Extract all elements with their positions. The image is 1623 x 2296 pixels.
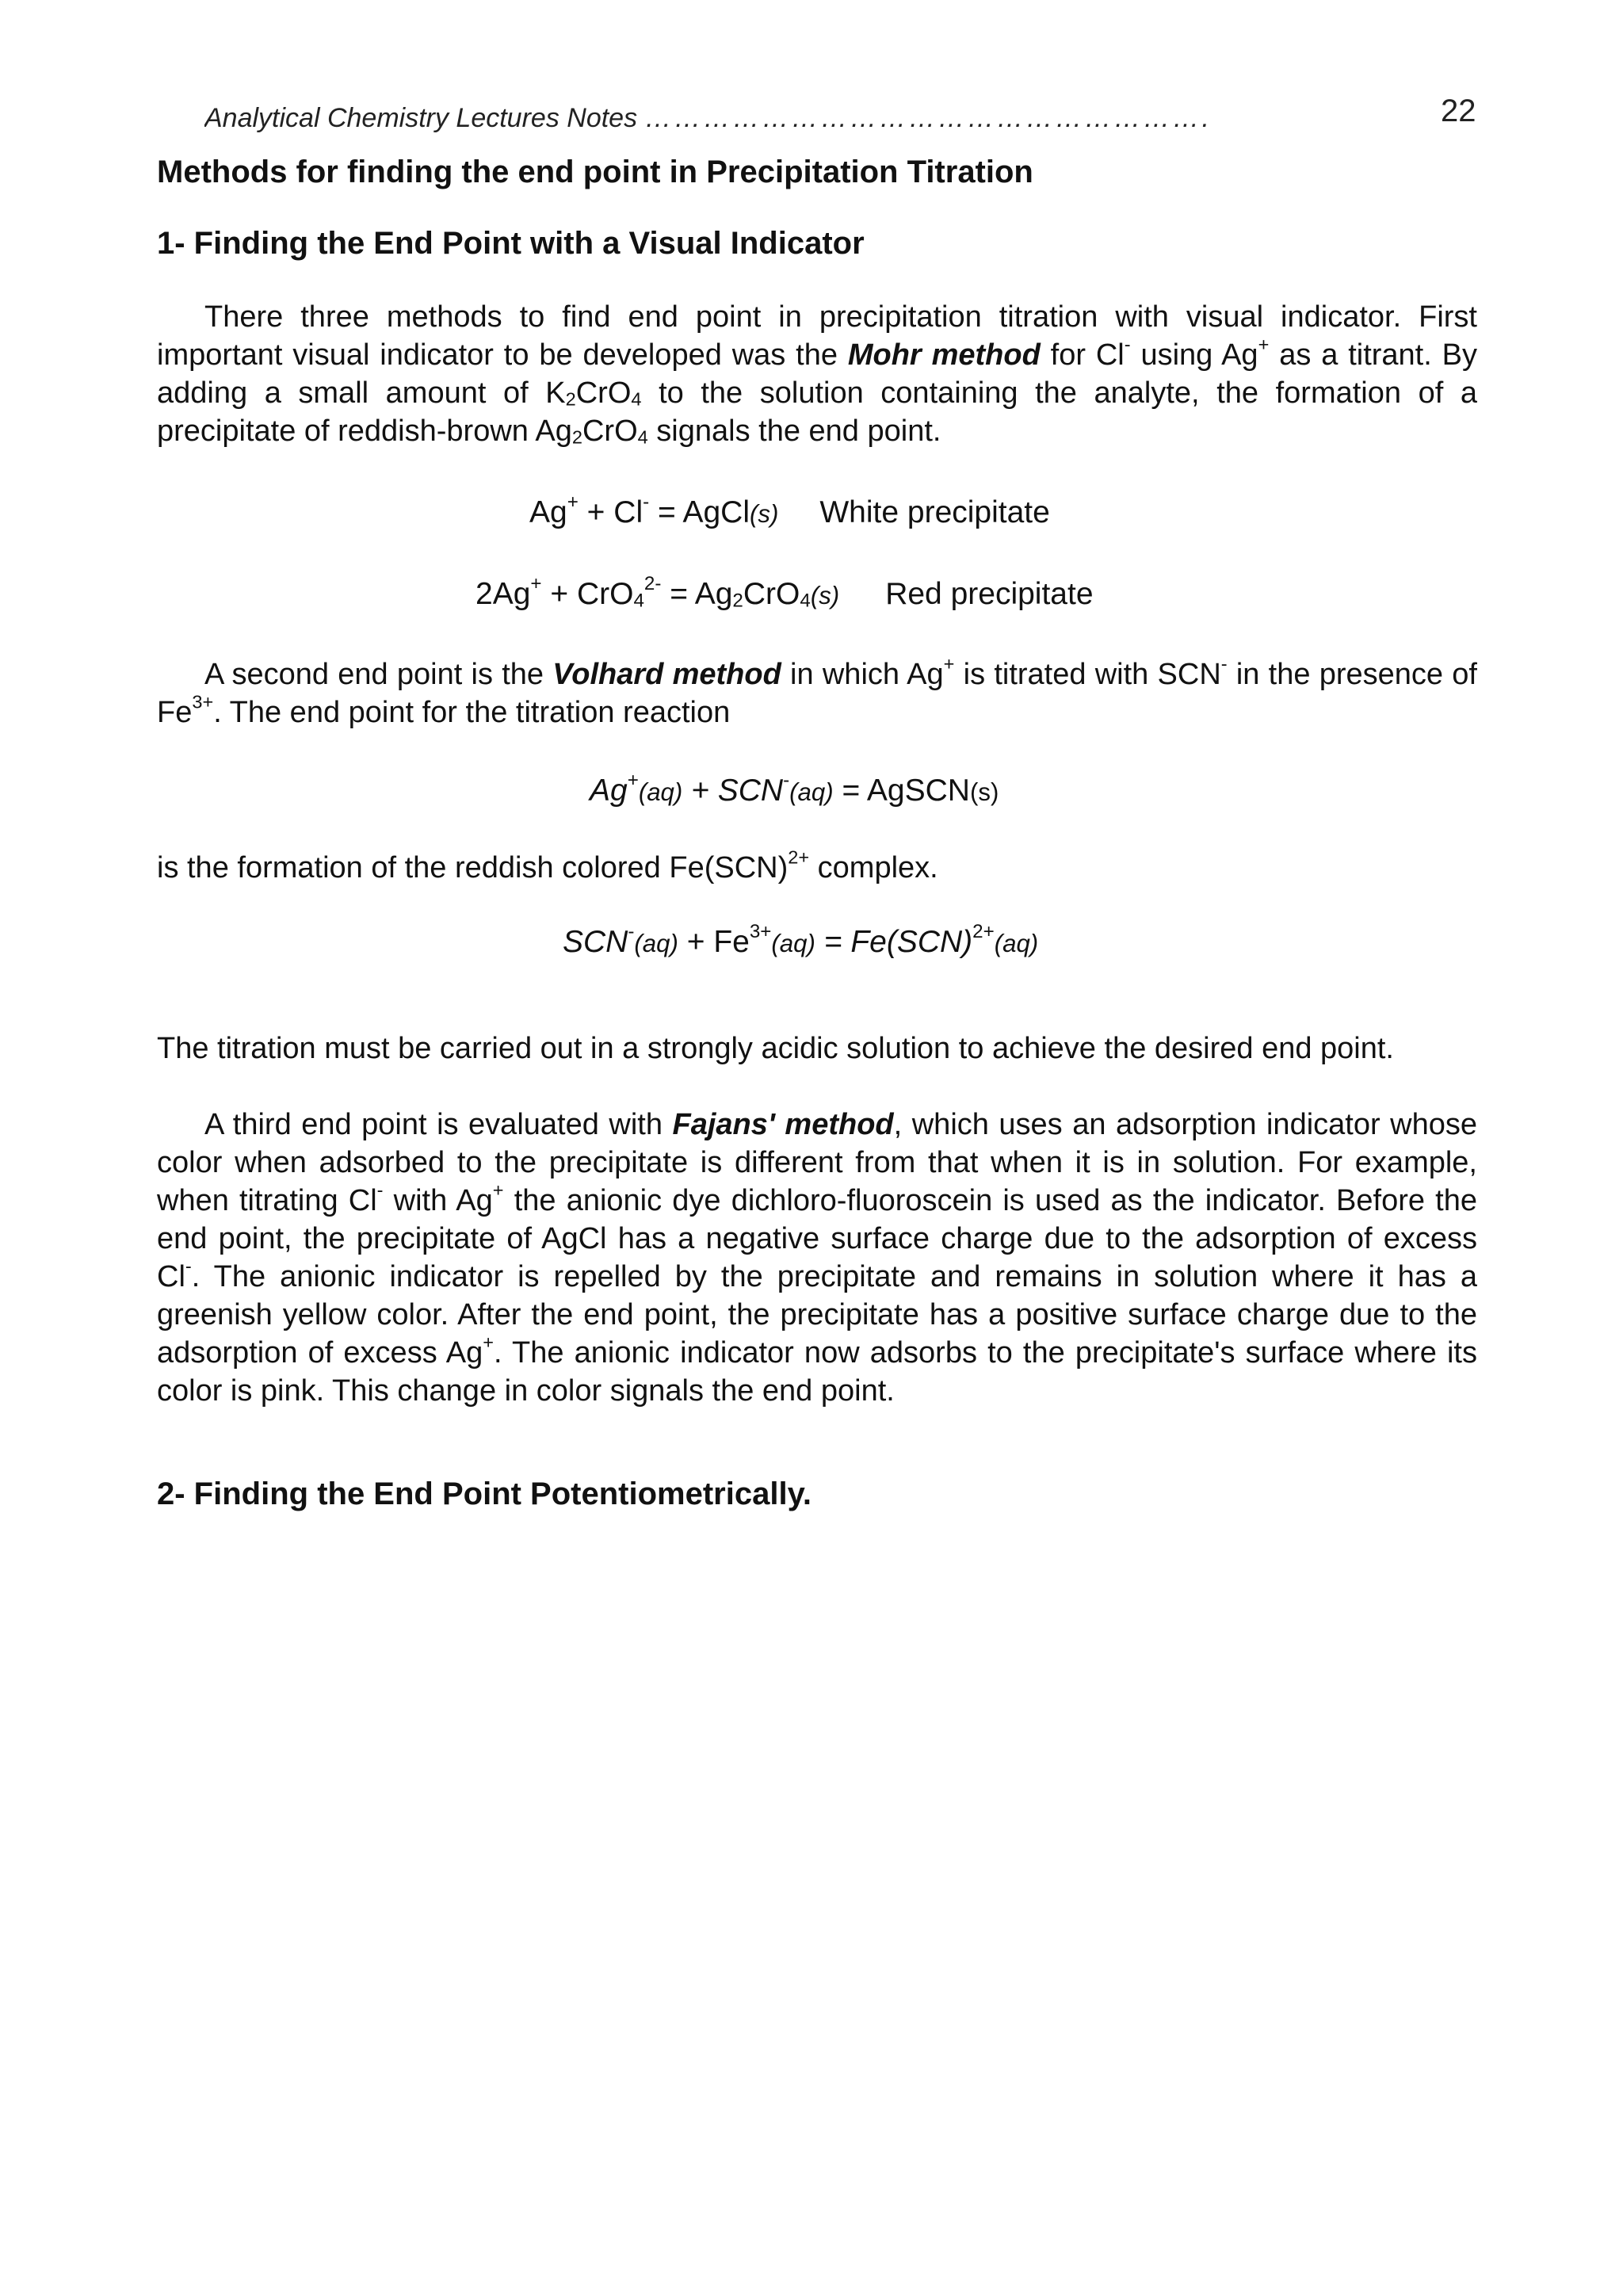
text: using Ag xyxy=(1130,338,1258,372)
superscript: - xyxy=(628,920,635,942)
superscript: 2+ xyxy=(972,920,995,942)
superscript: - xyxy=(185,1255,192,1277)
paragraph-fajans xyxy=(157,1106,1477,1410)
text: . The end point for the titration reaction xyxy=(213,696,731,729)
superscript: - xyxy=(1220,653,1228,674)
eq-term: + Fe xyxy=(678,925,750,959)
mohr-method-term: Mohr method xyxy=(847,338,1041,372)
volhard-method-term: Volhard method xyxy=(552,658,781,691)
fajans-method-term: Fajans' method xyxy=(672,1108,894,1141)
text: . The anionic indicator now adsorbs to the precipitate's surface where its color is pink. This change in color signals the end point. xyxy=(157,1336,1477,1408)
eq-term: = AgSCN xyxy=(833,774,970,808)
white-precipitate-label: White precipitate xyxy=(819,495,1050,529)
text: with Ag xyxy=(383,1184,493,1217)
text: complex. xyxy=(809,851,938,884)
superscript: - xyxy=(1124,334,1131,355)
text: CrO xyxy=(575,376,632,410)
superscript: - xyxy=(376,1179,384,1201)
paragraph-mohr xyxy=(157,298,1477,450)
superscript: 2- xyxy=(643,572,662,594)
state-label: (s) xyxy=(810,582,840,609)
header-leader-dots: …………………………………………………. xyxy=(644,103,1212,133)
text: is titrated with SCN xyxy=(954,658,1221,691)
page-number: 22 xyxy=(1441,94,1476,128)
eq-term: Ag xyxy=(590,774,628,808)
page-title: Methods for finding the end point in Precipitation Titration xyxy=(157,155,1033,189)
superscript: 3+ xyxy=(192,691,214,712)
equation-fescn xyxy=(563,920,1039,960)
text: signals the end point. xyxy=(647,415,941,448)
subscript: 2 xyxy=(571,426,582,448)
subscript: 4 xyxy=(631,388,642,410)
superscript: + xyxy=(567,491,579,513)
eq-term: = Ag xyxy=(661,577,733,611)
eq-term: + CrO xyxy=(541,577,634,611)
text: , which uses an adsorption indicator whose color when adsorbed to the precipitate is different from that when it is in solution. For example, when titrating Cl xyxy=(157,1108,1477,1217)
eq-term: + SCN xyxy=(682,774,784,808)
state-label: (s) xyxy=(969,778,999,806)
paragraph-complex xyxy=(157,846,1477,887)
subscript: 4 xyxy=(633,590,644,612)
running-title: Analytical Chemistry Lectures Notes xyxy=(204,103,638,133)
superscript: + xyxy=(530,572,542,594)
eq-term: 2Ag xyxy=(475,577,531,611)
subscript: 4 xyxy=(800,590,811,612)
subscript: 4 xyxy=(637,426,648,448)
text: CrO xyxy=(582,415,638,448)
state-label: (aq) xyxy=(771,930,815,957)
section-1-heading: 1- Finding the End Point with a Visual Indicator xyxy=(157,226,865,261)
text: is the formation of the reddish colored Fe(SCN) xyxy=(157,851,789,884)
red-precipitate-label: Red precipitate xyxy=(885,577,1094,611)
superscript: - xyxy=(643,491,650,513)
text: for Cl xyxy=(1040,338,1125,372)
paragraph-acidic: The titration must be carried out in a strongly acidic solution to achieve the desired end point. xyxy=(157,1032,1394,1065)
state-label: (aq) xyxy=(634,930,678,957)
subscript: 2 xyxy=(565,388,576,410)
text: in which Ag xyxy=(781,658,944,691)
state-label: (aq) xyxy=(789,778,834,806)
text: A second end point is the xyxy=(204,658,553,691)
text: as a titrant. By adding a small amount of K xyxy=(157,338,1478,410)
state-label: (s) xyxy=(750,500,779,528)
superscript: + xyxy=(492,1179,504,1201)
text: to the solution containing the analyte, the formation of a precipitate of reddish-brown Ag xyxy=(157,376,1477,448)
state-label: (aq) xyxy=(638,778,683,806)
running-header xyxy=(204,103,1330,134)
state-label: (aq) xyxy=(994,930,1039,957)
text: in the presence of Fe xyxy=(157,658,1477,729)
superscript: + xyxy=(627,769,639,791)
text: . The anionic indicator is repelled by the precipitate and remains in solution where it has a greenish yellow color. After the end point, the precipitate has a positive surface charge due to the adsorption of excess Ag xyxy=(157,1260,1477,1370)
eq-term: = AgCl xyxy=(649,495,750,529)
equation-agscn xyxy=(590,769,999,808)
superscript: + xyxy=(943,653,955,674)
section-2-heading: 2- Finding the End Point Potentiometrically. xyxy=(157,1477,812,1511)
text: A third end point is evaluated with xyxy=(204,1108,673,1141)
superscript: + xyxy=(483,1331,494,1353)
superscript: - xyxy=(783,769,790,791)
text: There three methods to find end point in precipitation titration with visual indicator. First important visual indicator to be developed was the xyxy=(157,300,1477,372)
eq-term: CrO xyxy=(743,577,800,611)
text: the anionic dye dichloro-fluoroscein is used as the indicator. Before the end point, the precipitate of AgCl has a negative surface charge due to the adsorption of excess Cl xyxy=(157,1184,1477,1293)
eq-term: SCN xyxy=(563,925,628,959)
paragraph-volhard xyxy=(157,655,1477,732)
superscript: + xyxy=(1258,334,1270,355)
eq-term: = Fe(SCN) xyxy=(815,925,973,959)
equation-agcl xyxy=(529,491,1050,530)
subscript: 2 xyxy=(732,590,743,612)
superscript: 2+ xyxy=(788,846,810,868)
eq-term: Ag xyxy=(529,495,567,529)
superscript: 3+ xyxy=(749,920,772,942)
equation-ag2cro4 xyxy=(475,572,1094,612)
eq-term: + Cl xyxy=(578,495,643,529)
